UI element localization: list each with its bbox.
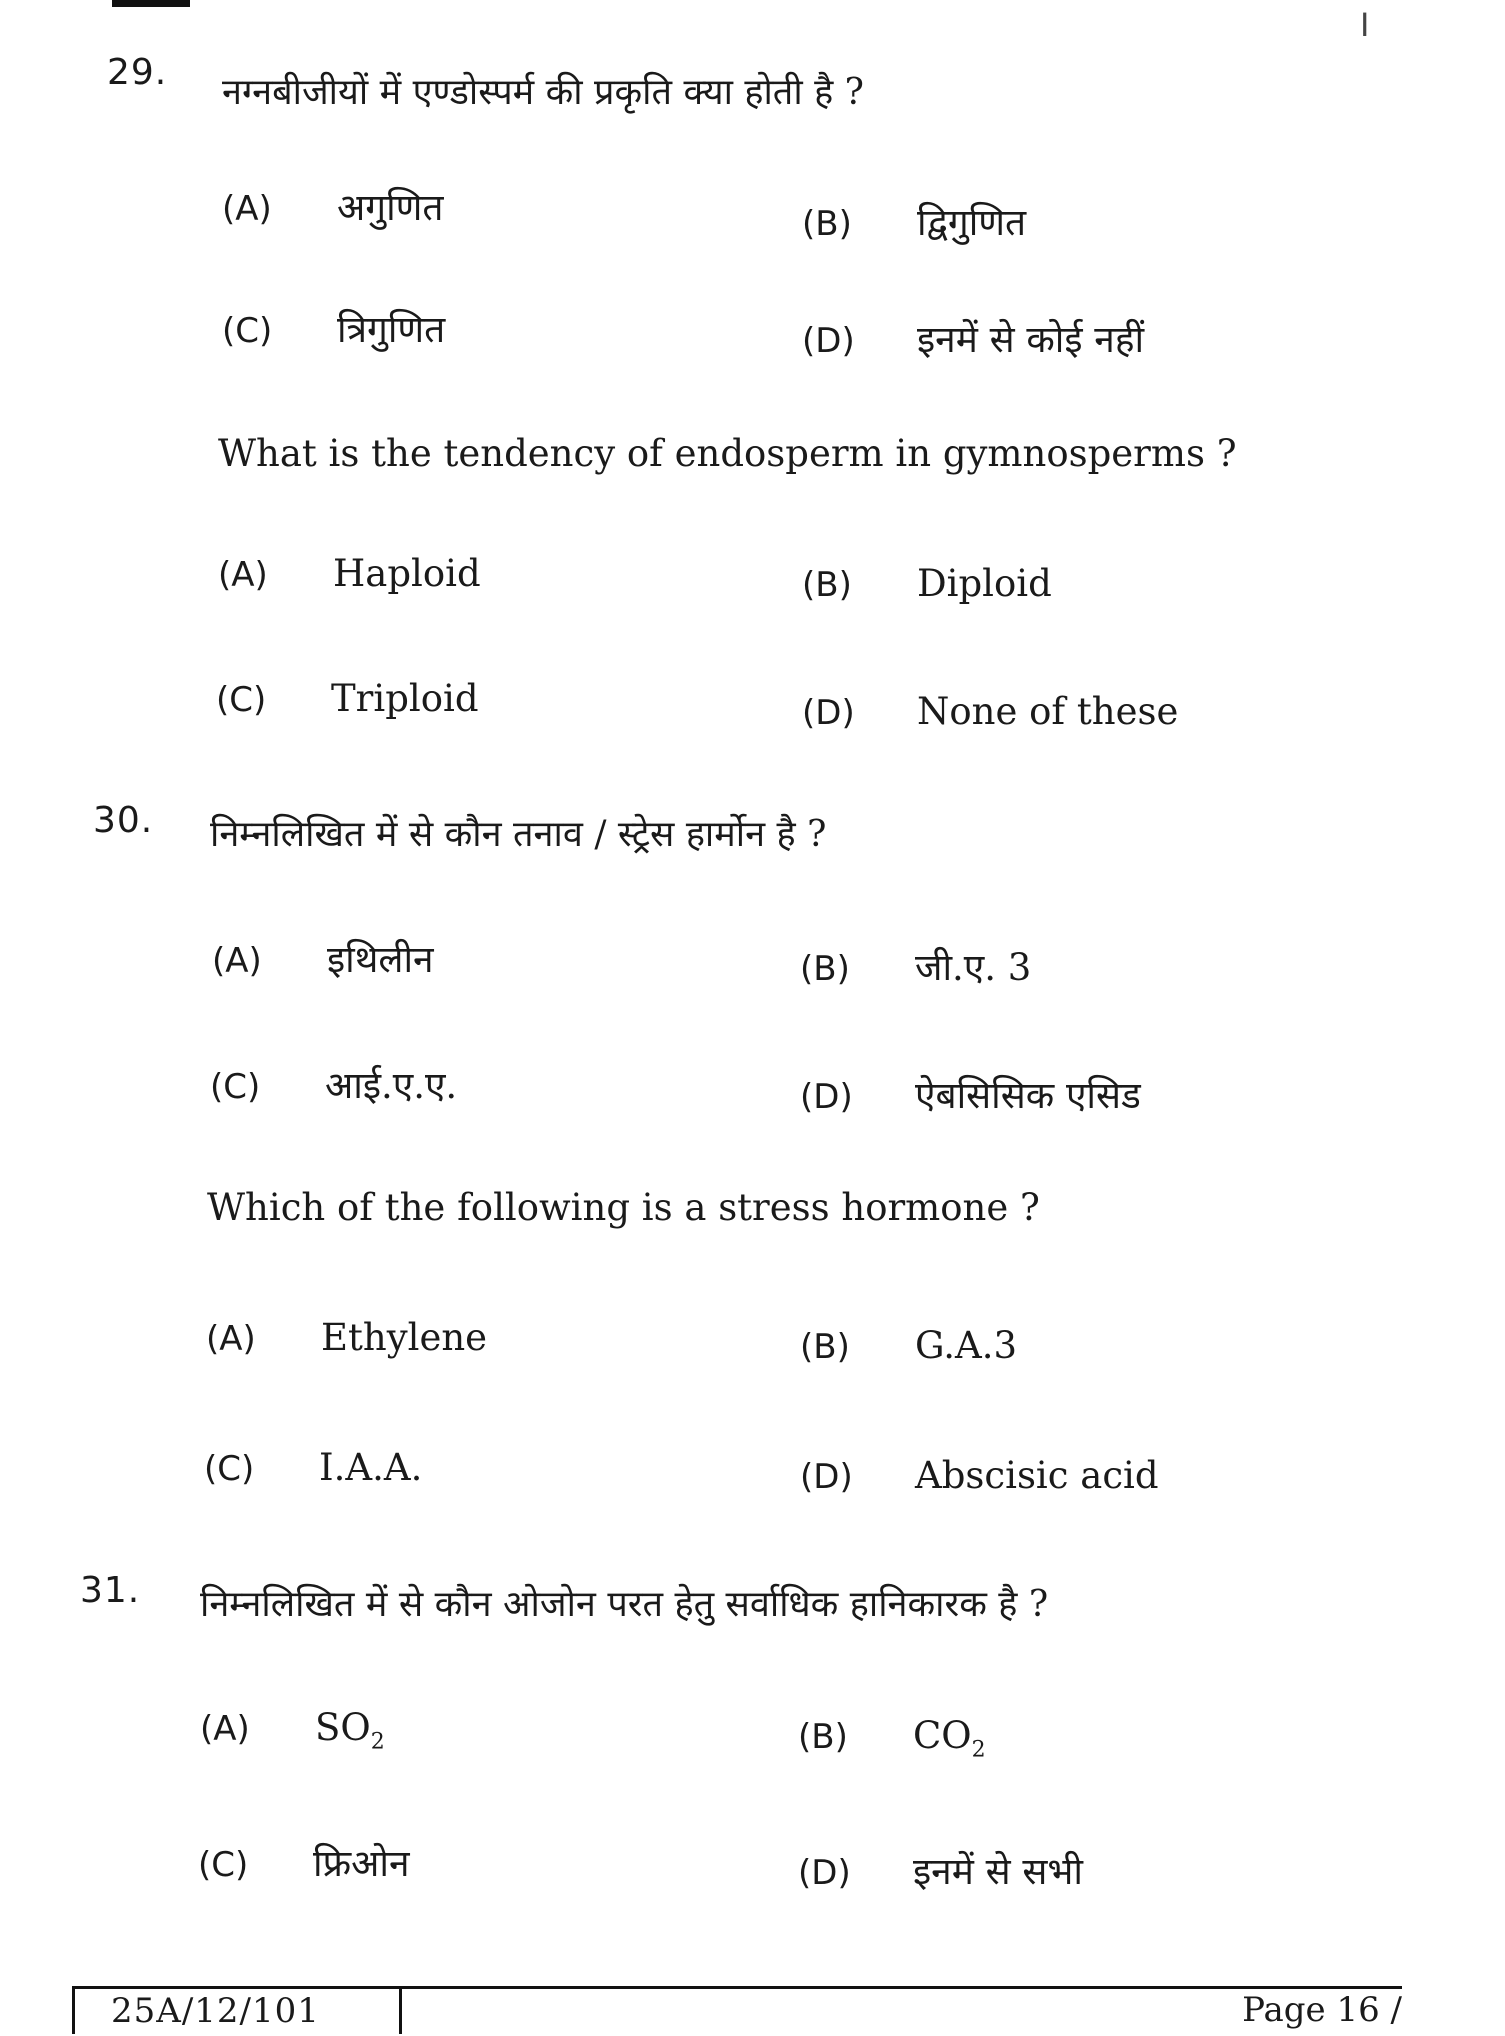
option-value: [913, 1714, 986, 1762]
option-value: I.A.A.: [319, 1446, 423, 1489]
question-number: 31.: [80, 1570, 141, 1611]
top-registration-mark: [112, 0, 190, 7]
option-d: [802, 312, 1144, 363]
option-label: (B): [798, 1717, 848, 1757]
option-value: अगुणित: [337, 186, 444, 229]
question-text-hindi: नग्नबीजीयों में एण्डोस्पर्म की प्रकृति क्या होती है ?: [222, 72, 864, 113]
option-label: (D): [800, 1077, 853, 1117]
option-label: (C): [216, 680, 267, 720]
option-label: (B): [800, 1327, 850, 1367]
corner-mark: I: [1360, 6, 1370, 44]
paper-code: 25A/12/101: [72, 1986, 402, 2034]
option-value: Diploid: [917, 562, 1052, 605]
option-b: [802, 195, 1026, 246]
option-c: [204, 1446, 422, 1489]
option-d: [798, 1844, 1083, 1895]
option-label: (C): [210, 1067, 261, 1107]
option-b: [802, 562, 1052, 605]
option-label: (A): [222, 189, 272, 229]
option-label: (A): [200, 1709, 250, 1749]
option-label: (A): [212, 941, 262, 981]
option-d: [800, 1454, 1159, 1497]
option-c: [210, 1058, 457, 1109]
option-b: [800, 940, 1031, 991]
option-label: (C): [222, 311, 273, 351]
option-value: फ्रिओन: [313, 1842, 410, 1885]
option-label: (A): [218, 555, 268, 595]
option-label: (D): [798, 1853, 851, 1893]
page-footer: [72, 1986, 1402, 2034]
option-label: (D): [802, 693, 855, 733]
option-value: Triploid: [331, 677, 479, 720]
formula-subscript: 2: [971, 1737, 986, 1763]
option-c: [222, 302, 445, 353]
option-value: जी.ए. 3: [915, 946, 1032, 989]
question-text-english: What is the tendency of endosperm in gymnosperms ?: [218, 432, 1237, 475]
option-b: [798, 1714, 986, 1762]
formula-text: SO: [315, 1706, 371, 1749]
formula-text: CO: [913, 1714, 972, 1757]
option-value: इथिलीन: [327, 938, 434, 981]
question-text-hindi: निम्नलिखित में से कौन ओजोन परत हेतु सर्वाधिक हानिकारक है ?: [200, 1584, 1049, 1625]
option-value: आई.ए.ए.: [325, 1064, 458, 1107]
option-a: [218, 552, 481, 595]
option-label: (B): [802, 565, 852, 605]
option-label: (D): [802, 321, 855, 361]
option-d: [802, 690, 1178, 733]
question-text-english: Which of the following is a stress hormone ?: [207, 1186, 1040, 1229]
option-value: इनमें से सभी: [913, 1850, 1083, 1893]
option-label: (B): [800, 949, 850, 989]
question-text-hindi: निम्नलिखित में से कौन तनाव / स्ट्रेस हार्मोन है ?: [210, 814, 827, 855]
option-c: [198, 1836, 410, 1887]
option-value: [315, 1706, 385, 1754]
option-label: (D): [800, 1457, 853, 1497]
question-number: 29.: [107, 52, 168, 93]
option-value: G.A.3: [915, 1324, 1018, 1367]
option-value: Haploid: [333, 552, 481, 595]
option-value: द्विगुणित: [917, 201, 1027, 244]
option-value: ऐबसिसिक एसिड: [915, 1074, 1141, 1117]
option-value: इनमें से कोई नहीं: [917, 318, 1145, 361]
question-number: 30.: [93, 800, 154, 841]
option-value: त्रिगुणित: [337, 308, 446, 351]
formula-subscript: 2: [370, 1729, 385, 1755]
page-number: Page 16 /: [1242, 1990, 1402, 2030]
option-label: (A): [206, 1319, 256, 1359]
option-c: [216, 677, 479, 720]
option-value: Ethylene: [321, 1316, 488, 1359]
option-value: Abscisic acid: [915, 1454, 1159, 1497]
option-a: [200, 1706, 385, 1754]
option-b: [800, 1324, 1017, 1367]
option-label: (B): [802, 204, 852, 244]
option-a: [222, 180, 444, 231]
option-label: (C): [198, 1845, 249, 1885]
option-value: None of these: [917, 690, 1179, 733]
option-label: (C): [204, 1449, 255, 1489]
option-a: [212, 932, 434, 983]
option-d: [800, 1068, 1141, 1119]
option-a: [206, 1316, 487, 1359]
